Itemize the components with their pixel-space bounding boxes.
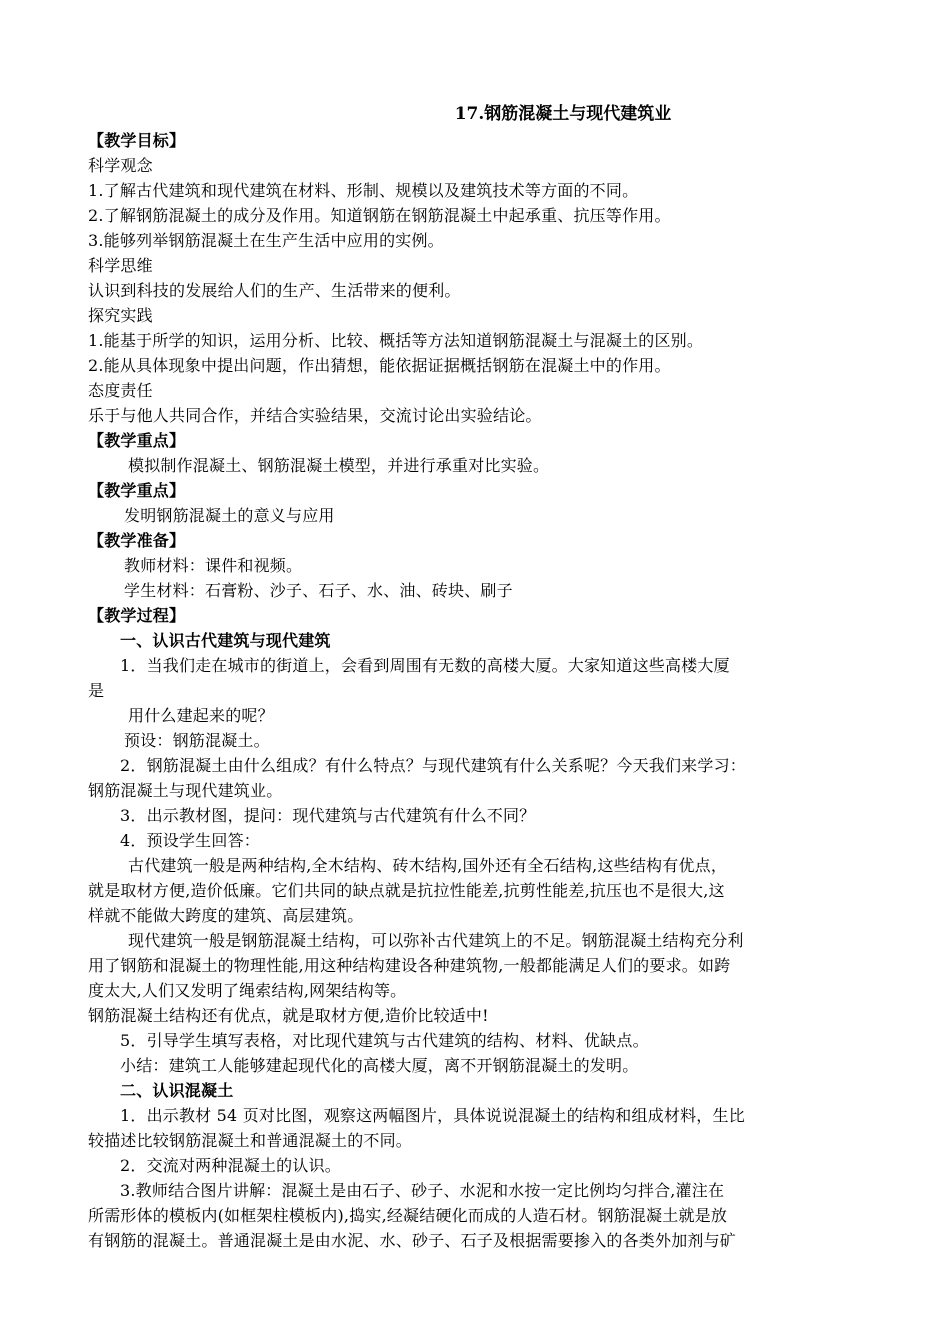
text-line: 钢筋混凝土与现代建筑业。 xyxy=(88,781,283,800)
document-page xyxy=(88,100,868,1253)
document-title: 17.钢筋混凝土与现代建筑业 xyxy=(454,104,672,124)
section-heading: 【教学准备】 xyxy=(88,531,186,550)
text-line: 态度责任 xyxy=(88,381,153,400)
text-line: 发明钢筋混凝土的意义与应用 xyxy=(124,506,335,525)
text-line: 钢筋混凝土结构还有优点，就是取材方便,造价比较适中! xyxy=(88,1006,489,1025)
section-heading: 【教学过程】 xyxy=(88,606,186,625)
section-heading: 二、认识混凝土 xyxy=(120,1081,234,1100)
text-line: 3．出示教材图，提问：现代建筑与古代建筑有什么不同？ xyxy=(120,806,536,825)
text-line: 用了钢筋和混凝土的物理性能,用这种结构建设各种建筑物,一般都能满足人们的要求。如跨 xyxy=(88,956,731,975)
text-line: 1．当我们走在城市的街道上，会看到周围有无数的高楼大厦。大家知道这些高楼大厦 xyxy=(120,656,730,675)
text-line: 科学思维 xyxy=(88,256,153,275)
text-line: 2.能从具体现象中提出问题，作出猜想，能依据证据概括钢筋在混凝土中的作用。 xyxy=(88,356,671,375)
text-line: 乐于与他人共同合作，并结合实验结果，交流讨论出实验结论。 xyxy=(88,406,542,425)
text-line: 1.能基于所学的知识，运用分析、比较、概括等方法知道钢筋混凝土与混凝土的区别。 xyxy=(88,331,704,350)
text-line: 1.了解古代建筑和现代建筑在材料、形制、规模以及建筑技术等方面的不同。 xyxy=(88,181,639,200)
section-heading: 一、认识古代建筑与现代建筑 xyxy=(120,631,331,650)
text-line: 小结：建筑工人能够建起现代化的高楼大厦，离不开钢筋混凝土的发明。 xyxy=(120,1056,639,1075)
text-line: 现代建筑一般是钢筋混凝土结构，可以弥补古代建筑上的不足。钢筋混凝土结构充分利 xyxy=(128,931,744,950)
text-line: 1．出示教材 54 页对比图，观察这两幅图片，具体说说混凝土的结构和组成材料，生比 xyxy=(120,1106,745,1125)
text-line: 度太大,人们又发明了绳索结构,网架结构等。 xyxy=(88,981,407,1000)
text-line: 古代建筑一般是两种结构,全木结构、砖木结构,国外还有全石结构,这些结构有优点， xyxy=(128,856,728,875)
text-line: 教师材料：课件和视频。 xyxy=(124,556,303,575)
text-line: 就是取材方便,造价低廉。它们共同的缺点就是抗拉性能差,抗剪性能差,抗压也不是很大,这 xyxy=(88,881,725,900)
text-line: 学生材料：石膏粉、沙子、石子、水、油、砖块、刷子 xyxy=(124,581,513,600)
text-line: 3.能够列举钢筋混凝土在生产生活中应用的实例。 xyxy=(88,231,444,250)
text-line: 4．预设学生回答： xyxy=(120,831,260,850)
text-line: 较描述比较钢筋混凝土和普通混凝土的不同。 xyxy=(88,1131,413,1150)
text-line: 2．交流对两种混凝土的认识。 xyxy=(120,1156,341,1175)
section-heading: 【教学重点】 xyxy=(88,431,186,450)
document-body xyxy=(88,128,868,1253)
text-line: 3.教师结合图片讲解：混凝土是由石子、砂子、水泥和水按一定比例均匀拌合,灌注在 xyxy=(120,1181,725,1200)
text-line: 认识到科技的发展给人们的生产、生活带来的便利。 xyxy=(88,281,461,300)
text-line: 2.了解钢筋混凝土的成分及作用。知道钢筋在钢筋混凝土中起承重、抗压等作用。 xyxy=(88,206,671,225)
text-line: 用什么建起来的呢？ xyxy=(128,706,274,725)
text-line: 探究实践 xyxy=(88,306,153,325)
text-line: 2．钢筋混凝土由什么组成？有什么特点？与现代建筑有什么关系呢？今天我们来学习： xyxy=(120,756,746,775)
section-heading: 【教学重点】 xyxy=(88,481,186,500)
text-line: 所需形体的模板内(如框架柱模板内),捣实,经凝结硬化而成的人造石材。钢筋混凝土就是放 xyxy=(88,1206,728,1225)
text-line: 有钢筋的混凝土。普通混凝土是由水泥、水、砂子、石子及根据需要掺入的各类外加剂与矿 xyxy=(88,1231,737,1250)
section-heading: 【教学目标】 xyxy=(88,131,186,150)
text-line: 5．引导学生填写表格，对比现代建筑与古代建筑的结构、材料、优缺点。 xyxy=(120,1031,649,1050)
text-line: 样就不能做大跨度的建筑、高层建筑。 xyxy=(88,906,364,925)
text-line: 模拟制作混凝土、钢筋混凝土模型，并进行承重对比实验。 xyxy=(128,456,550,475)
text-line: 是 xyxy=(88,681,105,700)
text-line: 科学观念 xyxy=(88,156,153,175)
text-line: 预设：钢筋混凝土。 xyxy=(124,731,270,750)
